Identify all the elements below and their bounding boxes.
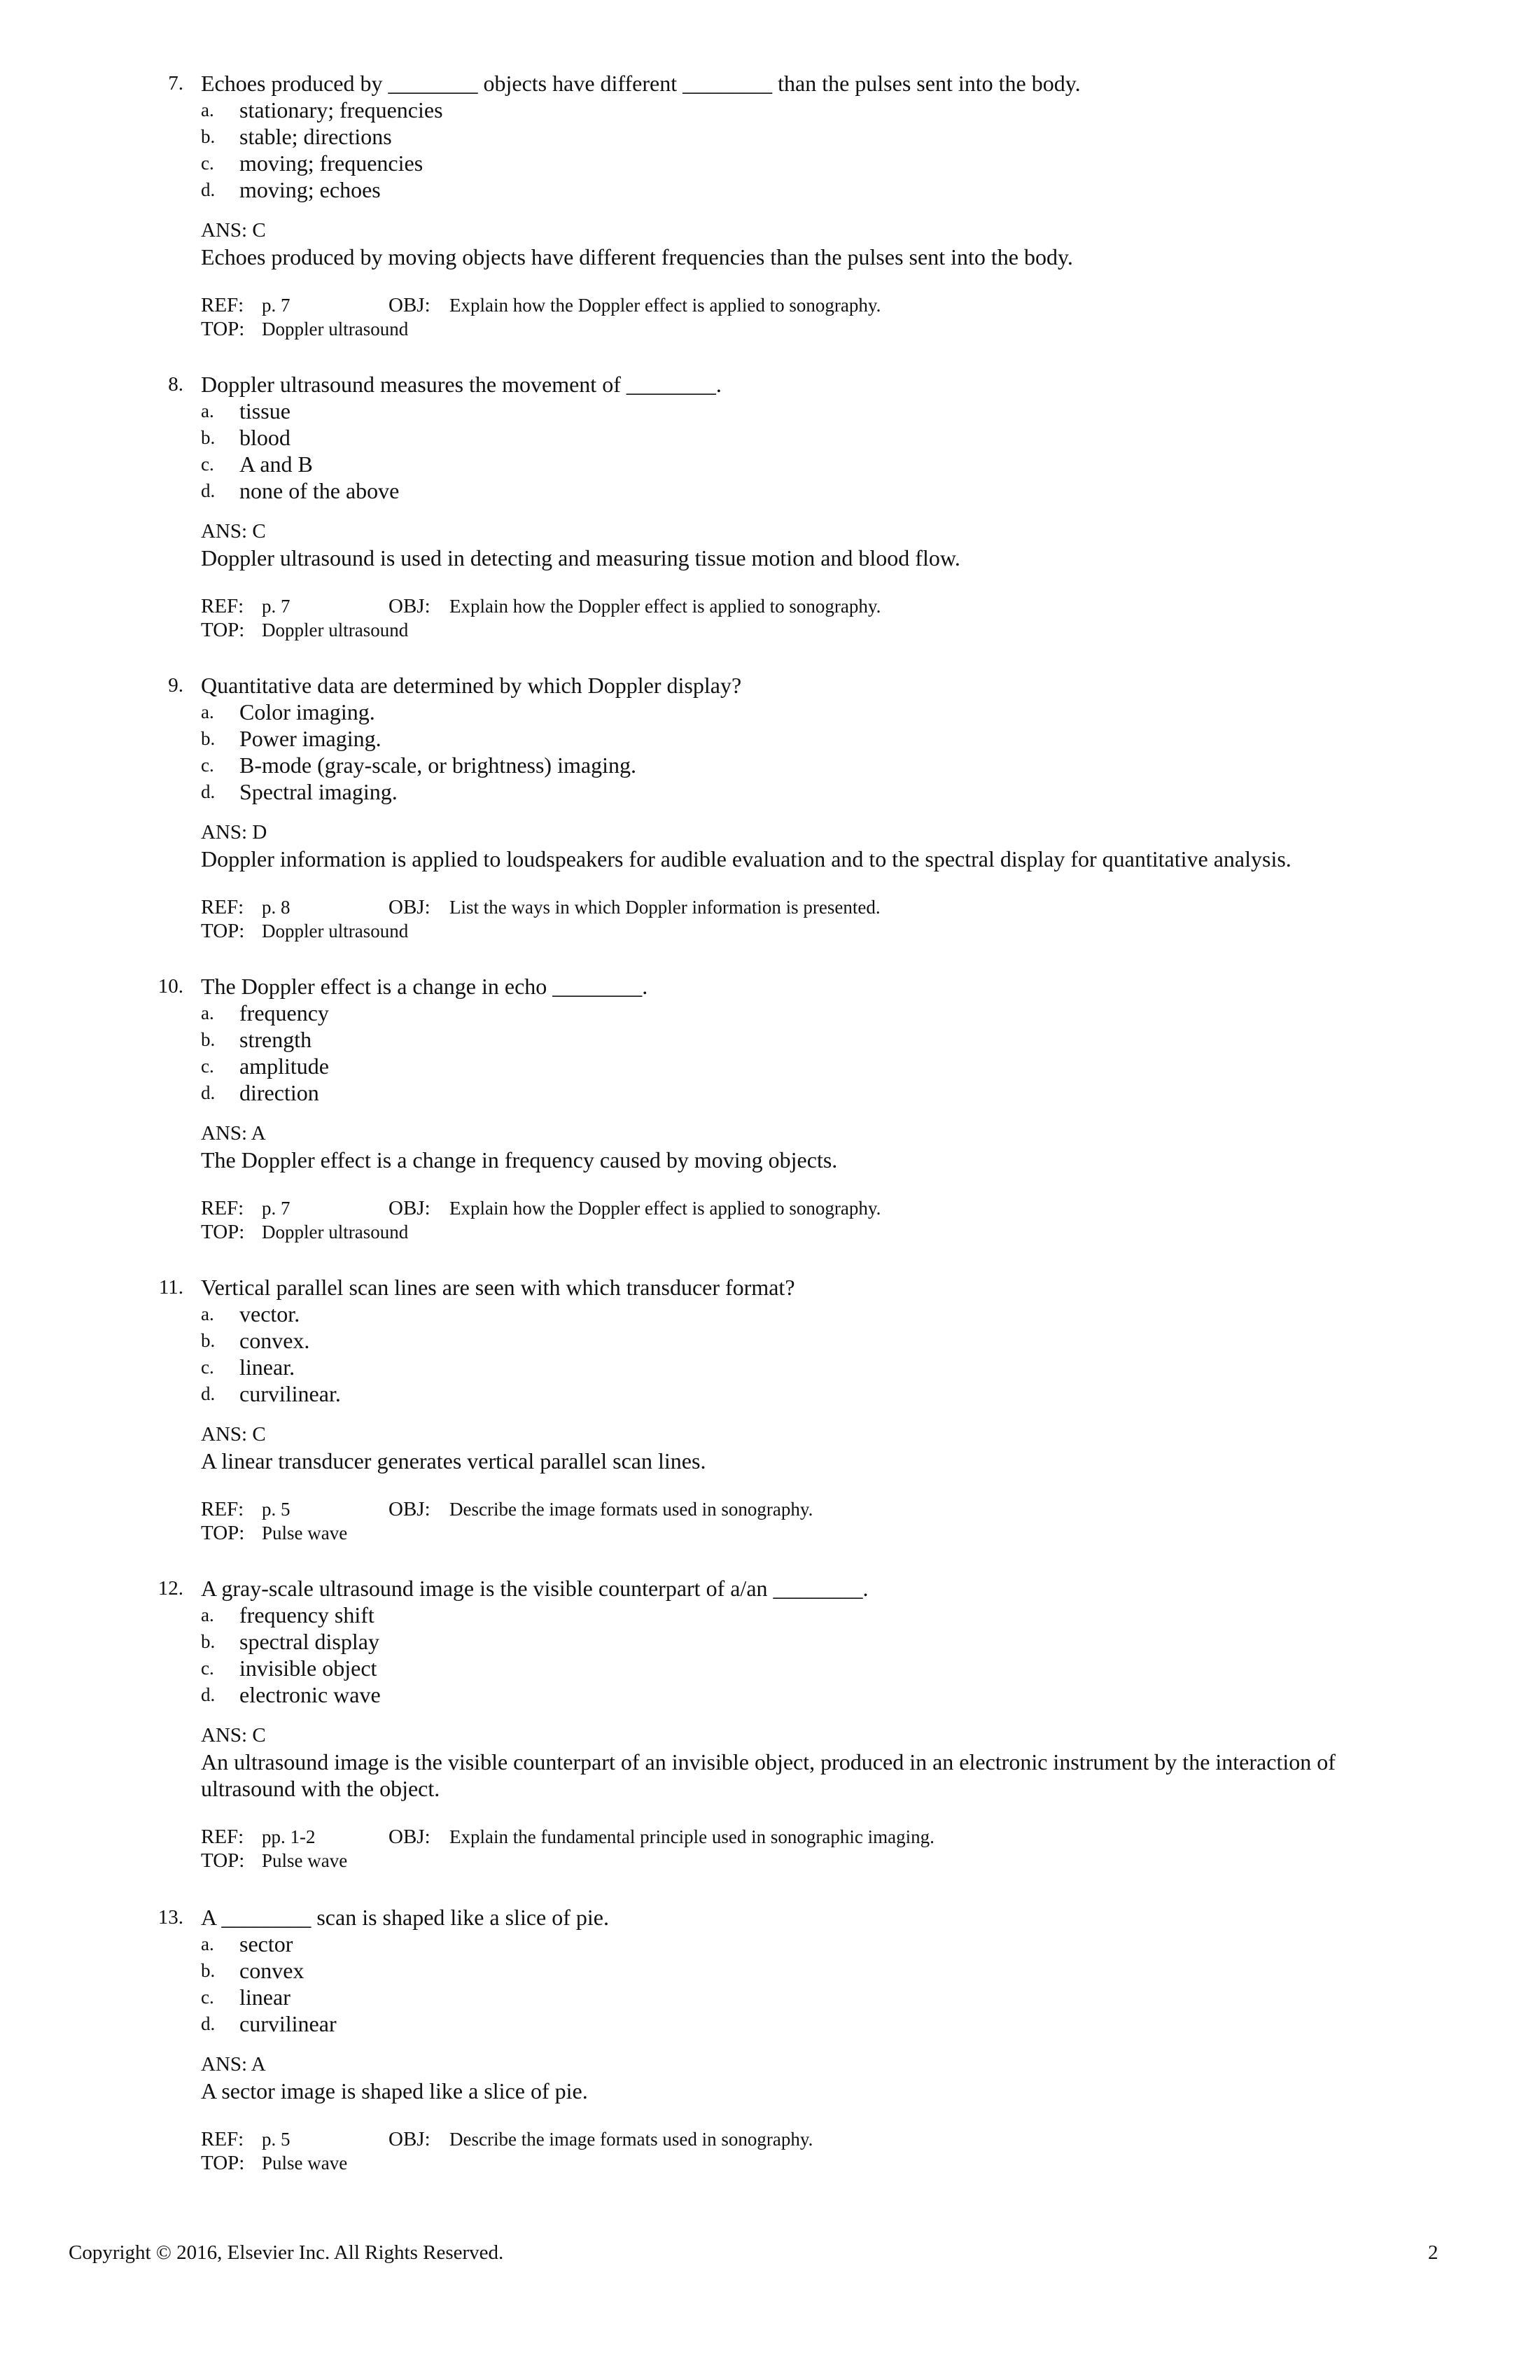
top-label: TOP: [201,2152,245,2174]
obj-value: Explain how the Doppler effect is applied to sonography. [449,1198,881,1219]
option-text: tissue [239,398,290,424]
option-label: c. [201,1987,214,2008]
answer-explanation: The Doppler effect is a change in frequency caused by moving objects. [201,1147,838,1172]
option-label: a. [201,1604,214,1625]
option-text: moving; echoes [239,177,381,202]
option-label: b. [201,1330,216,1351]
option-text: A and B [239,451,313,477]
ref-label: REF: [201,294,244,316]
ref-label: REF: [201,1197,244,1219]
top-value: Pulse wave [262,1850,348,1871]
answer-explanation: Echoes produced by moving objects have different frequencies than the pulses sent into the body. [201,244,1073,270]
ref-value: p. 5 [262,1499,290,1520]
option-label: c. [201,1357,214,1378]
option-text: frequency shift [239,1602,374,1628]
answer-key: ANS: C [201,219,266,241]
option-label: c. [201,454,214,475]
option-text: Power imaging. [239,726,382,751]
option-label: b. [201,126,216,147]
option-text: moving; frequencies [239,150,424,176]
option-label: b. [201,1631,216,1652]
answer-explanation: Doppler information is applied to loudspeakers for audible evaluation and to the spectral display for quantitative analysis. [201,846,1292,872]
answer-explanation: An ultrasound image is the visible counterpart of an invisible object, produced in an electronic instrument by the interaction of ultrasound with the object. [201,1749,1336,1801]
top-label: TOP: [201,318,245,340]
obj-value: Explain the fundamental principle used in sonographic imaging. [449,1826,934,1847]
obj-label: OBJ: [388,896,430,918]
option-text: frequency [239,1000,329,1026]
option-text: linear. [239,1354,295,1380]
option-text: curvilinear. [239,1381,341,1406]
obj-value: Describe the image formats used in sonography. [449,1499,813,1520]
option-label: d. [201,781,216,802]
answer-key: ANS: C [201,1423,266,1446]
option-text: curvilinear [239,2011,337,2036]
ref-value: p. 5 [262,2129,290,2150]
answer-key: ANS: A [201,2053,266,2076]
option-text: invisible object [239,1656,377,1681]
obj-label: OBJ: [388,2128,430,2150]
option-text: strength [239,1027,312,1052]
question-number: 13. [158,1906,183,1928]
question-number: 7. [168,72,183,94]
option-label: b. [201,427,216,448]
option-text: blood [239,425,290,450]
question-text: Doppler ultrasound measures the movement of ________. [201,372,722,397]
option-label: c. [201,755,214,776]
option-label: d. [201,179,216,200]
option-label: c. [201,1056,214,1077]
ref-value: p. 7 [262,295,290,316]
ref-label: REF: [201,1826,244,1848]
top-value: Doppler ultrasound [262,1222,409,1242]
answer-key: ANS: A [201,1122,266,1144]
question-text: A ________ scan is shaped like a slice of pie. [201,1905,609,1930]
top-value: Pulse wave [262,2152,348,2174]
question-text: A gray-scale ultrasound image is the visible counterpart of a/an ________. [201,1576,869,1601]
question-number: 12. [158,1577,183,1600]
ref-label: REF: [201,2128,244,2150]
obj-value: Explain how the Doppler effect is applied to sonography. [449,295,881,316]
answer-key: ANS: D [201,821,267,844]
option-text: B-mode (gray-scale, or brightness) imaging. [239,752,636,778]
option-label: b. [201,1960,216,1981]
option-text: vector. [239,1301,300,1326]
question-number: 9. [168,674,183,696]
option-label: d. [201,1383,216,1404]
option-text: stationary; frequencies [239,97,443,122]
question-number: 11. [158,1276,183,1298]
top-label: TOP: [201,1849,245,1872]
option-label: a. [201,400,214,421]
question-text: The Doppler effect is a change in echo ________. [201,974,648,999]
option-text: direction [239,1080,319,1105]
option-text: sector [239,1931,293,1956]
obj-value: List the ways in which Doppler information is presented. [449,897,881,918]
option-text: amplitude [239,1054,329,1079]
page-number: 2 [1428,2241,1438,2264]
answer-key: ANS: C [201,520,266,542]
ref-value: p. 8 [262,897,290,918]
option-label: d. [201,480,216,501]
obj-label: OBJ: [388,1498,430,1520]
ref-label: REF: [201,595,244,617]
question-number: 10. [158,975,183,997]
option-text: none of the above [239,478,400,503]
ref-label: REF: [201,896,244,918]
option-label: a. [201,99,214,120]
question-text: Echoes produced by ________ objects have different ________ than the pulses sent into the body. [201,71,1081,96]
answer-explanation: A linear transducer generates vertical parallel scan lines. [201,1448,706,1474]
top-label: TOP: [201,1522,245,1544]
option-text: convex. [239,1328,310,1353]
top-value: Doppler ultrasound [262,318,409,340]
obj-label: OBJ: [388,1197,430,1219]
option-label: d. [201,2013,216,2034]
ref-label: REF: [201,1498,244,1520]
option-text: stable; directions [239,124,392,149]
obj-label: OBJ: [388,294,430,316]
option-label: a. [201,701,214,722]
obj-value: Explain how the Doppler effect is applied to sonography. [449,596,881,617]
answer-key: ANS: C [201,1724,266,1746]
option-label: b. [201,1029,216,1050]
option-text: linear [239,1984,290,2010]
top-label: TOP: [201,619,245,641]
option-label: d. [201,1684,216,1705]
obj-label: OBJ: [388,595,430,617]
top-value: Pulse wave [262,1522,348,1544]
option-label: a. [201,1933,214,1954]
option-text: spectral display [239,1629,379,1654]
option-label: c. [201,1658,214,1679]
top-label: TOP: [201,1221,245,1243]
answer-explanation: Doppler ultrasound is used in detecting and measuring tissue motion and blood flow. [201,545,960,570]
question-text: Quantitative data are determined by which Doppler display? [201,673,742,698]
answer-explanation: A sector image is shaped like a slice of pie. [201,2078,588,2104]
question-number: 8. [168,373,183,396]
footer-copyright: Copyright © 2016, Elsevier Inc. All Rights Reserved. [69,2241,504,2264]
option-label: a. [201,1002,214,1023]
option-text: Spectral imaging. [239,779,398,804]
option-text: convex [239,1958,304,1983]
ref-value: p. 7 [262,596,290,617]
obj-value: Describe the image formats used in sonography. [449,2129,813,2150]
option-label: c. [201,153,214,174]
top-value: Doppler ultrasound [262,620,409,640]
ref-value: p. 7 [262,1198,290,1219]
top-value: Doppler ultrasound [262,920,409,941]
option-label: d. [201,1082,216,1103]
option-label: a. [201,1303,214,1324]
option-text: electronic wave [239,1682,381,1707]
question-text: Vertical parallel scan lines are seen with which transducer format? [201,1275,795,1300]
ref-value: pp. 1-2 [262,1826,316,1847]
obj-label: OBJ: [388,1826,430,1848]
option-label: b. [201,728,216,749]
top-label: TOP: [201,920,245,942]
option-text: Color imaging. [239,699,375,724]
